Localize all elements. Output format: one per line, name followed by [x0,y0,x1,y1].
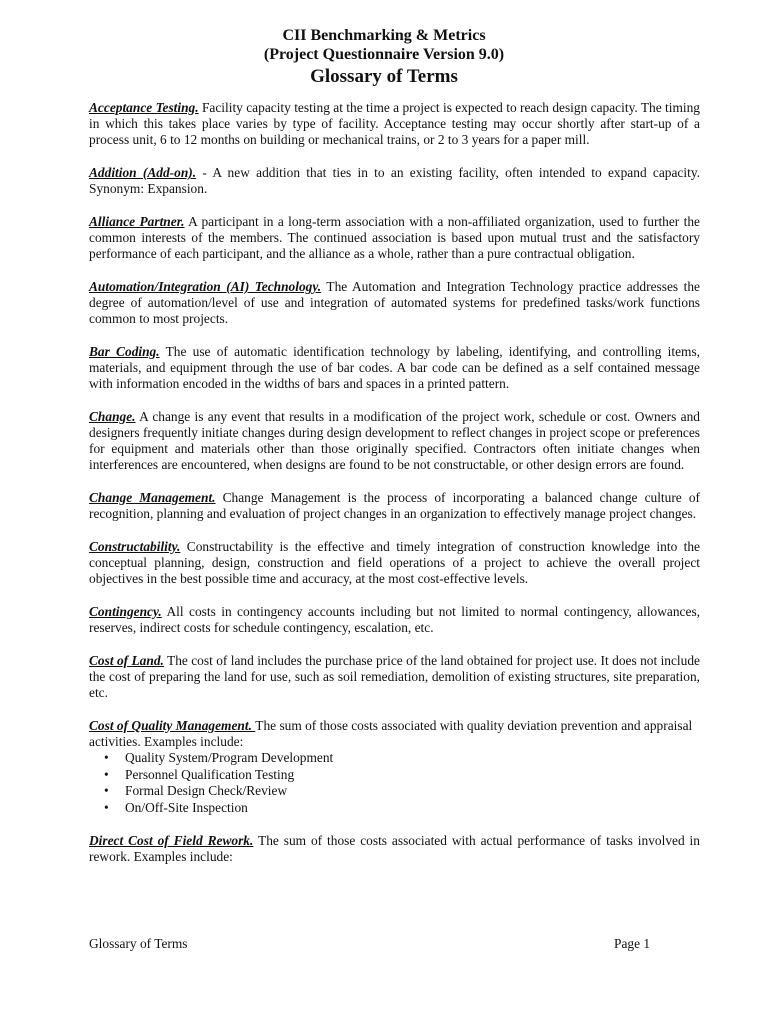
glossary-entry-change-management [89,490,700,522]
bullet-icon: • [104,766,109,782]
list-item [89,750,700,767]
glossary-definition: A change is any event that results in a modification of the project work, schedule or cost. Owners and designers frequently initiate changes during design development to reflect changes in project scope or preferences for equipment and materials other than those originally specified. Contractors often initiate changes when interferences are encountered, when designs are found to be not constructable, or other design errors are found. [89,408,700,473]
examples-list [89,750,700,816]
list-item [89,783,700,800]
glossary-definition: The use of automatic identification technology by labeling, identifying, and controlling items, materials, and equipment through the use of bar codes. A bar code can be defined as a self contained message with information encoded in the widths of bars and spaces in a printed pattern. [89,343,700,392]
list-item-text: Personnel Qualification Testing [125,766,295,782]
document-header [0,26,768,89]
glossary-definition: The sum of those costs associated with quality deviation prevention and appraisal activities. Examples include: [89,717,693,749]
glossary-term: Contingency. [89,603,162,619]
footer-document-title: Glossary of Terms [89,936,188,951]
glossary-entry-acceptance-testing [89,100,700,149]
list-item [89,800,700,817]
glossary-term: Direct Cost of Field Rework. [89,832,254,848]
glossary-definition: Facility capacity testing at the time a project is expected to reach design capacity. The timing in which this takes place varies by type of facility. Acceptance testing may occur shortly after start-up of a process unit, 6 to 12 months on building or mechanical trains, or 2 to 3 years for a paper mill. [89,100,700,148]
list-item-text: Formal Design Check/Review [125,783,288,799]
glossary-entry-bar-coding [89,344,700,393]
glossary-term: Alliance Partner. [89,213,185,229]
glossary-entry-alliance-partner [89,214,700,263]
glossary-definition: The Automation and Integration Technology practice addresses the degree of automation/level of use and integration of automated systems for predefined tasks/work functions common to most projects. [89,278,700,327]
glossary-definition: Change Management is the process of incorporating a balanced change culture of recognition, planning and evaluation of project changes in an organization to effectively manage project changes. [89,490,700,522]
glossary-definition: The cost of land includes the purchase price of the land obtained for project use. It does not include the cost of preparing the land for use, such as soil remediation, demolition of existing structures, site preparation, etc. [89,652,700,700]
glossary-definition: - A new addition that ties in to an existing facility, often intended to expand capacity. Synonym: Expansion. [89,165,700,197]
glossary-entry-constructability [89,539,700,588]
glossary-definition: Constructability is the effective and timely integration of construction knowledge into the conceptual planning, design, construction and field operations of a project to achieve the overall project objectives in the best possible time and accuracy, at the most cost-effective levels. [89,538,700,587]
list-item-text: Quality System/Program Development [125,750,334,765]
page-title: Glossary of Terms [310,66,458,87]
list-item [89,767,700,784]
bullet-icon: • [104,799,109,815]
glossary-entry-contingency [89,604,700,636]
glossary-term: Addition (Add-on). [89,165,197,180]
glossary-term: Cost of Land. [89,652,164,668]
page-number: Page 1 [614,936,651,951]
bullet-icon: • [104,783,109,799]
glossary-term: Acceptance Testing. [89,100,199,115]
glossary-definition: A participant in a long-term association with a non-affiliated organization, used to further the common interests of the members. The continued association is based upon mutual trust and the satisfactory performance of each participant, and the alliance as a whole, rather than a pure contractual obligation. [89,213,700,262]
list-item-text: On/Off-Site Inspection [125,799,248,815]
glossary-term: Change Management. [89,490,216,505]
bullet-icon: • [104,750,109,765]
glossary-entry-lead [89,718,700,750]
glossary-entry-change [89,409,700,474]
glossary-term: Constructability. [89,538,181,554]
glossary-term: Automation/Integration (AI) Technology. [89,278,322,294]
glossary-definition: The sum of those costs associated with actual performance of tasks involved in rework. Examples include: [89,832,700,864]
glossary-term: Bar Coding. [89,343,160,359]
glossary-definition: All costs in contingency accounts including but not limited to normal contingency, allowances, reserves, indirect costs for schedule contingency, escalation, etc. [89,603,700,635]
glossary-term: Change. [89,408,136,424]
header-title-line: CII Benchmarking & Metrics [282,27,486,44]
header-version-line: (Project Questionnaire Version 9.0) [263,46,505,63]
glossary-entry-direct-cost-of-field-rework [89,833,700,865]
glossary-entry-addition [89,165,700,197]
glossary-entry-automation-integration [89,279,700,328]
glossary-term: Cost of Quality Management. [89,717,256,733]
glossary-entry-cost-of-quality-management [89,718,700,817]
glossary-body [89,100,700,882]
glossary-entry-cost-of-land [89,653,700,702]
